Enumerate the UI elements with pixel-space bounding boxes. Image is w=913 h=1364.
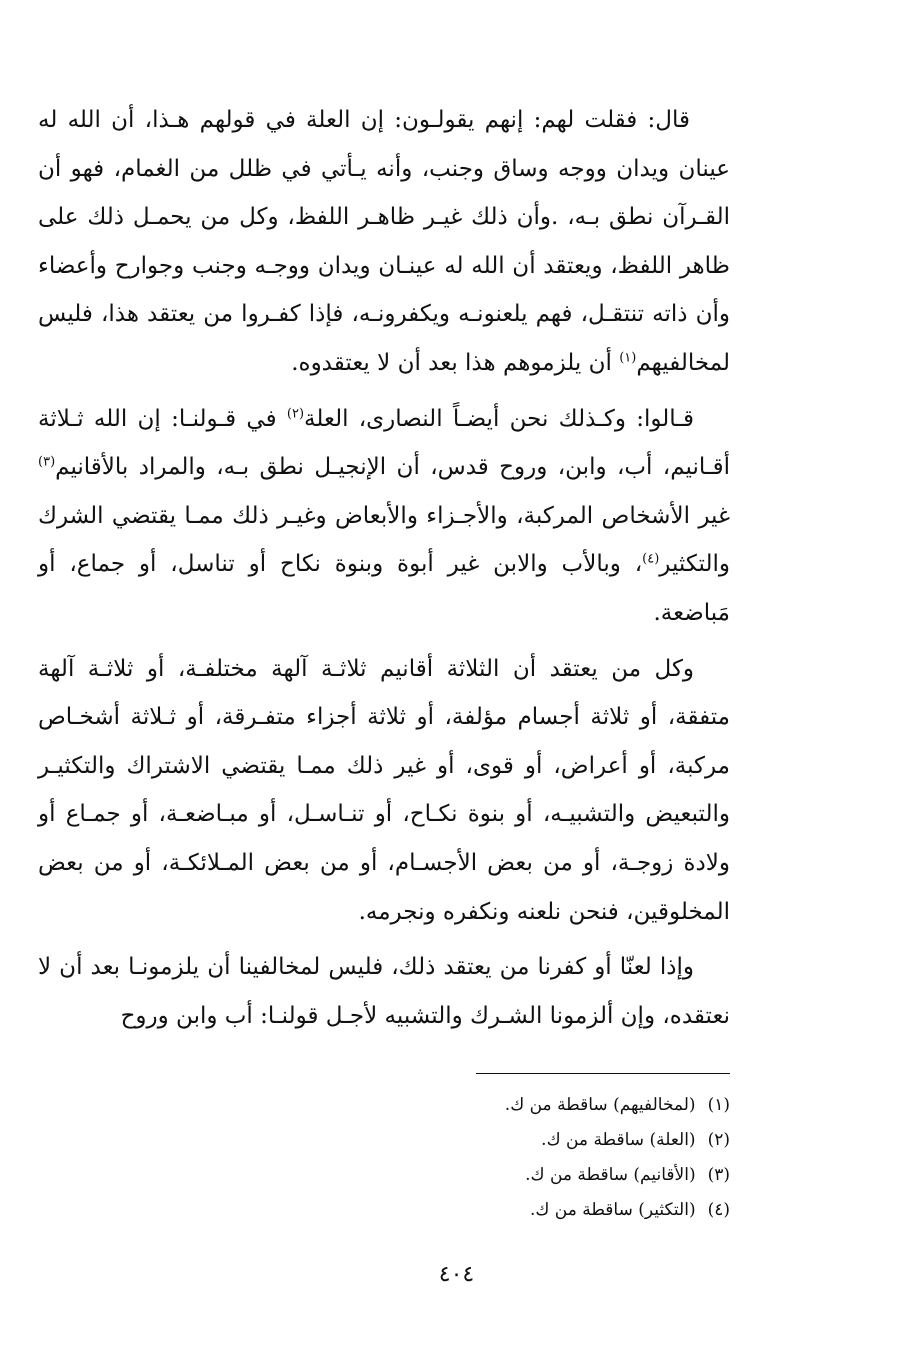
footnote-ref-4[interactable]: (٤) — [642, 551, 660, 567]
paragraph-text: قـالوا: وكـذلك نحن أيضـاً النصارى، العلة — [304, 405, 695, 432]
footnote-number: (٢) — [707, 1130, 730, 1150]
paragraph-text: في قـولنـا: إن الله ثـلاثة أقـانيم، أب، وابن، وروح قدس، أن الإنجيـل نطق بـه، والمراد بالأقانيم — [38, 405, 730, 481]
paragraph-text: ، وبالأب والابن غير أبوة وبنوة نكاح أو تناسل، أو جماع، أو مَباضعة. — [38, 551, 730, 626]
paragraph-text: قال: فقلت لهم: إنهم يقولـون: إن العلة في قولهم هـذا، أن الله له عينان ويدان ووجه وساق وجنب، وأنه يـأتي في ظلل من الغمام، فهو أن القـرآن نطق بـه، .وأن ذلك غيـر ظاهـر اللفظ، وكل من يحمـل ذلك على ظاهر اللفظ، ويعتقد أن الله له عينـان ويدان ووجـه وجنب وجوارح وأعضاء وأن ذاته تنتقـل، فهم يلعنونـه ويكفرونـه، فإذا كفـروا من يعتقد هذا، فليس لمخالفيهم — [38, 107, 730, 376]
footnote-ref-1[interactable]: (١) — [619, 350, 637, 366]
paragraph-3 — [38, 645, 730, 937]
footnote-text: (لمخالفيهم) ساقطة من ك. — [504, 1095, 696, 1115]
paragraph-text: وكل من يعتقد أن الثلاثة أقانيم ثلاثـة آلهة مختلفـة، أو ثلاثـة آلهة متفقة، أو ثلاثة أجسام مؤلفة، أو ثلاثة أجزاء متفـرقة، أو ثـلاثة أشخـاص مركبة، أو أعراض، أو قوى، أو غير ذلك ممـا يقتضي الاشتراك والتكثيـر والتبعيض والتشبيـه، أو بنوة نكـاح، أو تنـاسـل، أو مبـاضعـة، أو جمـاع أو ولادة زوجـة، أو من بعض الأجسـام، أو من بعض المـلائكـة، أو من بعض المخلوقين، فنحن نلعنه ونكفره ونجرمه. — [38, 655, 730, 925]
paragraph-text: أن يلزموهم هذا بعد أن لا يعتقدوه. — [291, 349, 620, 376]
paragraph-text: غير الأشخاص المركبة، والأجـزاء والأبعاض وغيـر ذلك ممـا يقتضي الشرك والتكثير — [38, 502, 730, 578]
footnote-2 — [330, 1123, 730, 1158]
main-text — [38, 96, 730, 1047]
footnote-1 — [330, 1088, 730, 1123]
paragraph-text: وإذا لعنّا أو كفرنا من يعتقد ذلك، فليس لمخالفينا أن يلزمونـا بعد أن لا نعتقده، وإن ألزمونا الشـرك والتشبيه لأجـل قولنـا: أب وابن وروح — [38, 954, 730, 1029]
page-number: ٤٠٤ — [438, 1262, 475, 1287]
footnote-number: (٤) — [707, 1200, 730, 1220]
footnote-4 — [330, 1193, 730, 1228]
footnote-ref-2[interactable]: (٢) — [286, 405, 305, 421]
footnote-number: (٣) — [707, 1165, 730, 1185]
footnote-text: (التكثير) ساقطة من ك. — [529, 1200, 696, 1220]
footnote-number: (١) — [707, 1095, 730, 1115]
footnote-text: (الأقانيم) ساقطة من ك. — [525, 1165, 696, 1185]
footnotes — [330, 1088, 730, 1228]
footnote-3 — [330, 1158, 730, 1193]
paragraph-1 — [38, 96, 730, 388]
footnote-divider — [476, 1073, 730, 1074]
paragraph-2 — [38, 395, 730, 638]
footnote-text: (العلة) ساقطة من ك. — [541, 1130, 696, 1150]
paragraph-4 — [38, 943, 730, 1040]
footnote-ref-3[interactable]: (٣) — [38, 454, 56, 470]
